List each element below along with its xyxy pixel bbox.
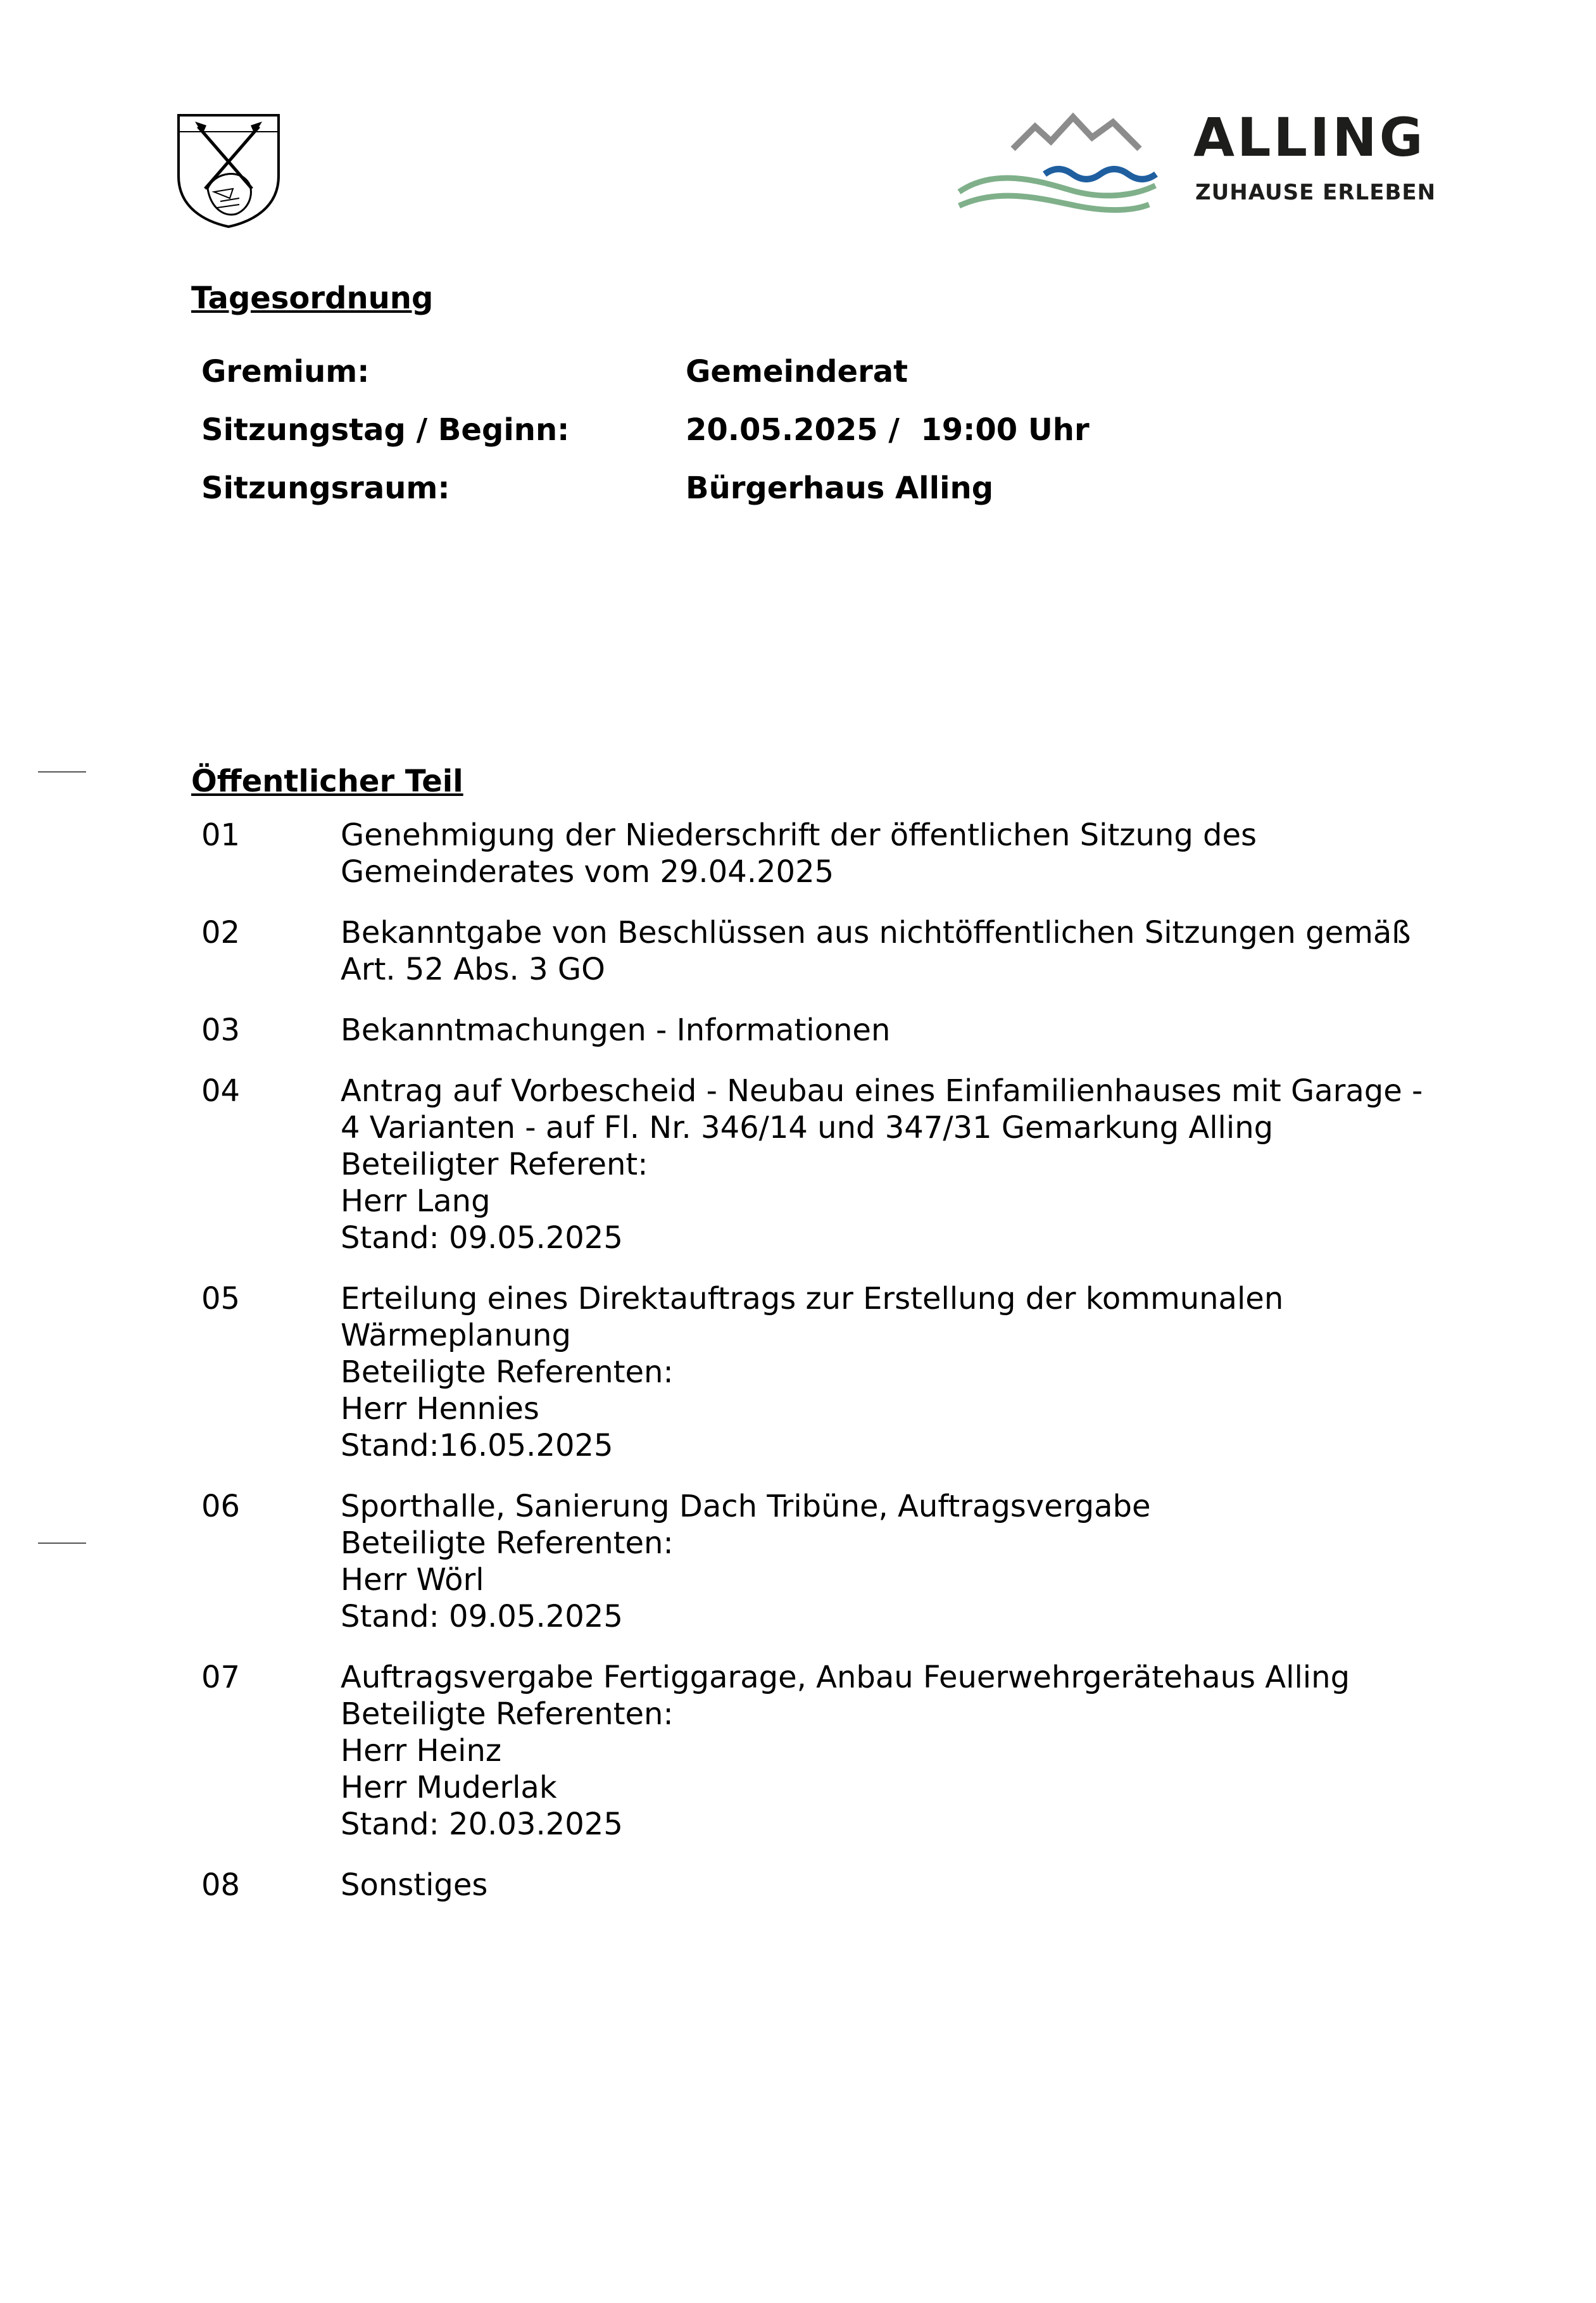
- meta-value-gremium: Gemeinderat: [686, 354, 908, 389]
- agenda-item-line: Herr Muderlak: [341, 1770, 557, 1805]
- agenda-item: [201, 1012, 1455, 1049]
- agenda-item-line: Stand: 09.05.2025: [341, 1220, 623, 1256]
- coat-of-arms-icon: [176, 113, 281, 229]
- section-title: Öffentlicher Teil: [191, 764, 463, 799]
- agenda-item-line: Stand: 20.03.2025: [341, 1807, 623, 1842]
- agenda-item-number: 01: [201, 817, 241, 853]
- margin-mark: [38, 771, 86, 773]
- agenda-item-number: 03: [201, 1013, 241, 1048]
- agenda-item: [201, 1659, 1455, 1843]
- agenda-item-number: 04: [201, 1073, 241, 1109]
- meta-value-sitzungstag: 20.05.2025 / 19:00 Uhr: [686, 412, 1090, 448]
- agenda-item-line: Bekanntgabe von Beschlüssen aus nichtöffentlichen Sitzungen gemäß: [341, 915, 1411, 950]
- agenda-item-line: Gemeinderates vom 29.04.2025: [341, 854, 834, 890]
- agenda-item-line: Herr Hennies: [341, 1391, 539, 1427]
- alling-logo: [956, 106, 1443, 222]
- meta-value-sitzungsraum: Bürgerhaus Alling: [686, 470, 994, 506]
- agenda-item-line: Bekanntmachungen - Informationen: [341, 1013, 891, 1048]
- margin-mark: [38, 1543, 86, 1544]
- agenda-item-line: Beteiligter Referent:: [341, 1147, 648, 1182]
- agenda-item-line: Stand:16.05.2025: [341, 1428, 613, 1463]
- agenda-item-number: 07: [201, 1660, 241, 1695]
- agenda-item-number: 02: [201, 915, 241, 950]
- agenda-item-number: 08: [201, 1867, 241, 1903]
- agenda-item-line: Stand: 09.05.2025: [341, 1599, 623, 1634]
- agenda-item-line: Beteiligte Referenten:: [341, 1525, 674, 1561]
- agenda-item-line: Genehmigung der Niederschrift der öffentlichen Sitzung des: [341, 817, 1257, 853]
- agenda-item-line: Herr Heinz: [341, 1733, 502, 1769]
- logo-tagline: ZUHAUSE ERLEBEN: [1195, 180, 1436, 205]
- agenda-item-line: Auftragsvergabe Fertiggarage, Anbau Feuerwehrgerätehaus Alling: [341, 1660, 1350, 1695]
- meta-label-sitzungstag: Sitzungstag / Beginn:: [201, 412, 570, 448]
- agenda-item: [201, 1280, 1455, 1464]
- agenda-item: [201, 817, 1455, 890]
- agenda-item-line: Beteiligte Referenten:: [341, 1696, 674, 1732]
- agenda-item: [201, 1488, 1455, 1635]
- agenda-item-line: Herr Wörl: [341, 1562, 484, 1598]
- agenda-item-line: 4 Varianten - auf Fl. Nr. 346/14 und 347/31 Gemarkung Alling: [341, 1110, 1274, 1145]
- agenda-item: [201, 1073, 1455, 1256]
- agenda-item-number: 05: [201, 1281, 241, 1316]
- page-title: Tagesordnung: [191, 281, 434, 316]
- agenda-item-line: Herr Lang: [341, 1183, 491, 1219]
- agenda-item-line: Beteiligte Referenten:: [341, 1354, 674, 1390]
- agenda-item-line: Antrag auf Vorbescheid - Neubau eines Einfamilienhauses mit Garage -: [341, 1073, 1423, 1109]
- agenda-item-line: Wärmeplanung: [341, 1318, 571, 1353]
- agenda-list: [201, 817, 1455, 1928]
- alling-logo-mark-icon: [956, 111, 1197, 222]
- logo-wordmark: ALLING: [1193, 106, 1426, 168]
- meta-label-sitzungsraum: Sitzungsraum:: [201, 470, 450, 506]
- agenda-item-line: Erteilung eines Direktauftrags zur Erstellung der kommunalen: [341, 1281, 1284, 1316]
- agenda-item-line: Sonstiges: [341, 1867, 488, 1903]
- agenda-item: [201, 1867, 1455, 1903]
- meta-label-gremium: Gremium:: [201, 354, 370, 389]
- agenda-item-line: Sporthalle, Sanierung Dach Tribüne, Auftragsvergabe: [341, 1489, 1151, 1524]
- agenda-item: [201, 914, 1455, 988]
- agenda-item-line: Art. 52 Abs. 3 GO: [341, 952, 605, 987]
- agenda-item-number: 06: [201, 1489, 241, 1524]
